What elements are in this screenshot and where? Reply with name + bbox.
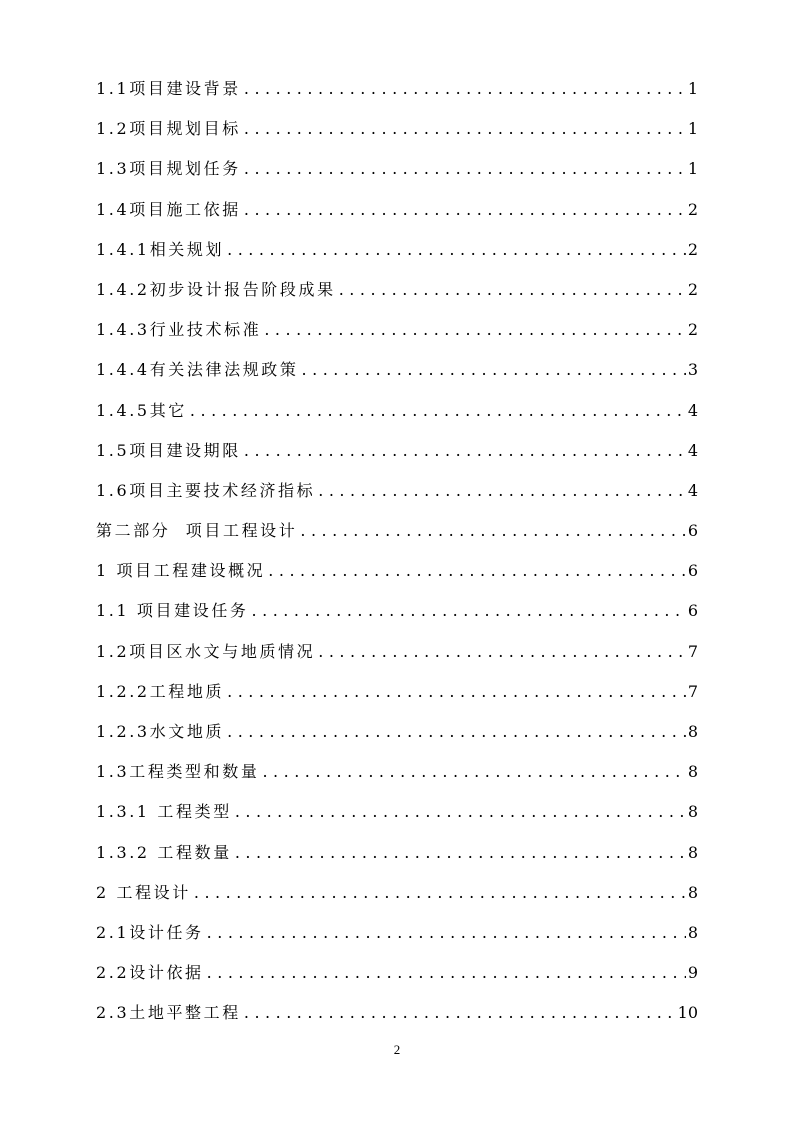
toc-dot-leader: [227, 677, 686, 707]
toc-entry[interactable]: [96, 396, 698, 436]
toc-entry-title: 2.2设计依据: [96, 963, 204, 983]
toc-dot-leader: [339, 275, 686, 305]
toc-entry[interactable]: [96, 355, 698, 395]
toc-entry-title: 1.4.5其它: [96, 400, 187, 420]
toc-dot-leader: [244, 74, 686, 104]
toc-entry[interactable]: [96, 958, 698, 998]
toc-entry-page: 2: [687, 239, 698, 259]
toc-entry[interactable]: [96, 556, 698, 596]
page-number: 2: [393, 1042, 401, 1057]
toc-dot-leader: [244, 195, 686, 225]
toc-entry[interactable]: [96, 838, 698, 878]
toc-entry[interactable]: [96, 757, 698, 797]
toc-entry[interactable]: [96, 516, 698, 556]
toc-entry-page: 2: [687, 199, 698, 219]
toc-dot-leader: [244, 998, 676, 1028]
toc-entry-page: 1: [687, 79, 698, 98]
toc-entry-title: 1.5项目建设期限: [96, 440, 241, 460]
toc-entry-page: 4: [687, 440, 698, 460]
toc-entry-title: 1.3.1 工程类型: [96, 802, 232, 822]
toc-dot-leader: [300, 516, 685, 546]
toc-entry-title: 1.4.3行业技术标准: [96, 320, 262, 340]
toc-entry[interactable]: [96, 436, 698, 476]
toc-entry-page: 7: [687, 681, 698, 701]
toc-entry-title: 1.2项目规划目标: [96, 119, 241, 139]
toc-entry[interactable]: [96, 797, 698, 837]
toc-entry[interactable]: [96, 74, 698, 114]
toc-entry[interactable]: [96, 154, 698, 194]
toc-dot-leader: [244, 436, 686, 466]
toc-entry-page: 2: [687, 320, 698, 340]
toc-entry-page: 6: [687, 521, 698, 541]
toc-entry[interactable]: [96, 275, 698, 315]
toc-entry-page: 6: [687, 561, 698, 581]
toc-entry-title: 2.1设计任务: [96, 922, 204, 942]
toc-entry-page: 9: [687, 963, 698, 983]
toc-dot-leader: [244, 114, 686, 144]
toc-entry[interactable]: [96, 998, 698, 1038]
toc-dot-leader: [235, 838, 686, 868]
toc-entry-title: 1.1 项目建设任务: [96, 601, 249, 621]
toc-entry-title: 1.3项目规划任务: [96, 159, 241, 179]
toc-entry-page: 8: [687, 762, 698, 782]
toc-entry-page: 4: [687, 400, 698, 420]
toc-entry[interactable]: [96, 315, 698, 355]
toc-dot-leader: [235, 797, 686, 827]
toc-entry-title: 1.1项目建设背景: [96, 79, 241, 98]
toc-dot-leader: [207, 958, 686, 988]
toc-dot-leader: [244, 154, 686, 184]
toc-entry[interactable]: [96, 918, 698, 958]
toc-entry-page: 10: [677, 1003, 698, 1023]
toc-entry-page: 4: [687, 480, 698, 500]
toc-entry[interactable]: [96, 637, 698, 677]
toc-dot-leader: [252, 596, 686, 626]
toc-entry[interactable]: [96, 235, 698, 275]
toc-entry-page: 7: [687, 641, 698, 661]
toc-dot-leader: [264, 315, 686, 345]
toc-entry-title: 2.3土地平整工程: [96, 1003, 241, 1023]
toc-entry-page: 3: [687, 360, 698, 380]
toc-entry[interactable]: [96, 878, 698, 918]
toc-entry-page: 8: [687, 922, 698, 942]
toc-dot-leader: [190, 396, 686, 426]
toc-entry-title: 2 工程设计: [96, 882, 191, 902]
table-of-contents: [96, 74, 698, 1039]
toc-dot-leader: [302, 355, 686, 385]
toc-entry-title: 1.4项目施工依据: [96, 199, 241, 219]
toc-dot-leader: [194, 878, 686, 908]
toc-entry-title: 1.6项目主要技术经济指标: [96, 480, 316, 500]
toc-entry-title: 1.2.2工程地质: [96, 681, 225, 701]
toc-entry[interactable]: [96, 677, 698, 717]
toc-entry-title: 1 项目工程建设概况: [96, 561, 266, 581]
toc-entry[interactable]: [96, 717, 698, 757]
toc-entry-page: 1: [687, 119, 698, 139]
toc-entry-title: 1.2项目区水文与地质情况: [96, 641, 316, 661]
toc-entry-title: 1.4.2初步设计报告阶段成果: [96, 279, 336, 299]
toc-entry-title: 1.3.2 工程数量: [96, 842, 232, 862]
toc-entry[interactable]: [96, 476, 698, 516]
toc-dot-leader: [227, 235, 686, 265]
toc-entry-page: 2: [687, 279, 698, 299]
toc-entry-page: 8: [687, 882, 698, 902]
toc-entry-page: 6: [687, 601, 698, 621]
toc-entry[interactable]: [96, 596, 698, 636]
toc-dot-leader: [262, 757, 685, 787]
toc-entry-title: 1.3工程类型和数量: [96, 762, 260, 782]
toc-entry[interactable]: [96, 114, 698, 154]
toc-entry-page: 8: [687, 842, 698, 862]
toc-entry-title: 第二部分 项目工程设计: [96, 521, 298, 541]
toc-entry-page: 1: [687, 159, 698, 179]
toc-dot-leader: [268, 556, 686, 586]
toc-entry-title: 1.4.1相关规划: [96, 239, 225, 259]
toc-entry[interactable]: [96, 195, 698, 235]
toc-entry-page: 8: [687, 802, 698, 822]
toc-dot-leader: [227, 717, 686, 747]
toc-dot-leader: [318, 476, 686, 506]
toc-entry-title: 1.2.3水文地质: [96, 722, 225, 741]
toc-entry-title: 1.4.4有关法律法规政策: [96, 360, 299, 380]
toc-entry-page: 8: [687, 722, 698, 741]
toc-dot-leader: [207, 918, 686, 948]
toc-dot-leader: [318, 637, 686, 667]
